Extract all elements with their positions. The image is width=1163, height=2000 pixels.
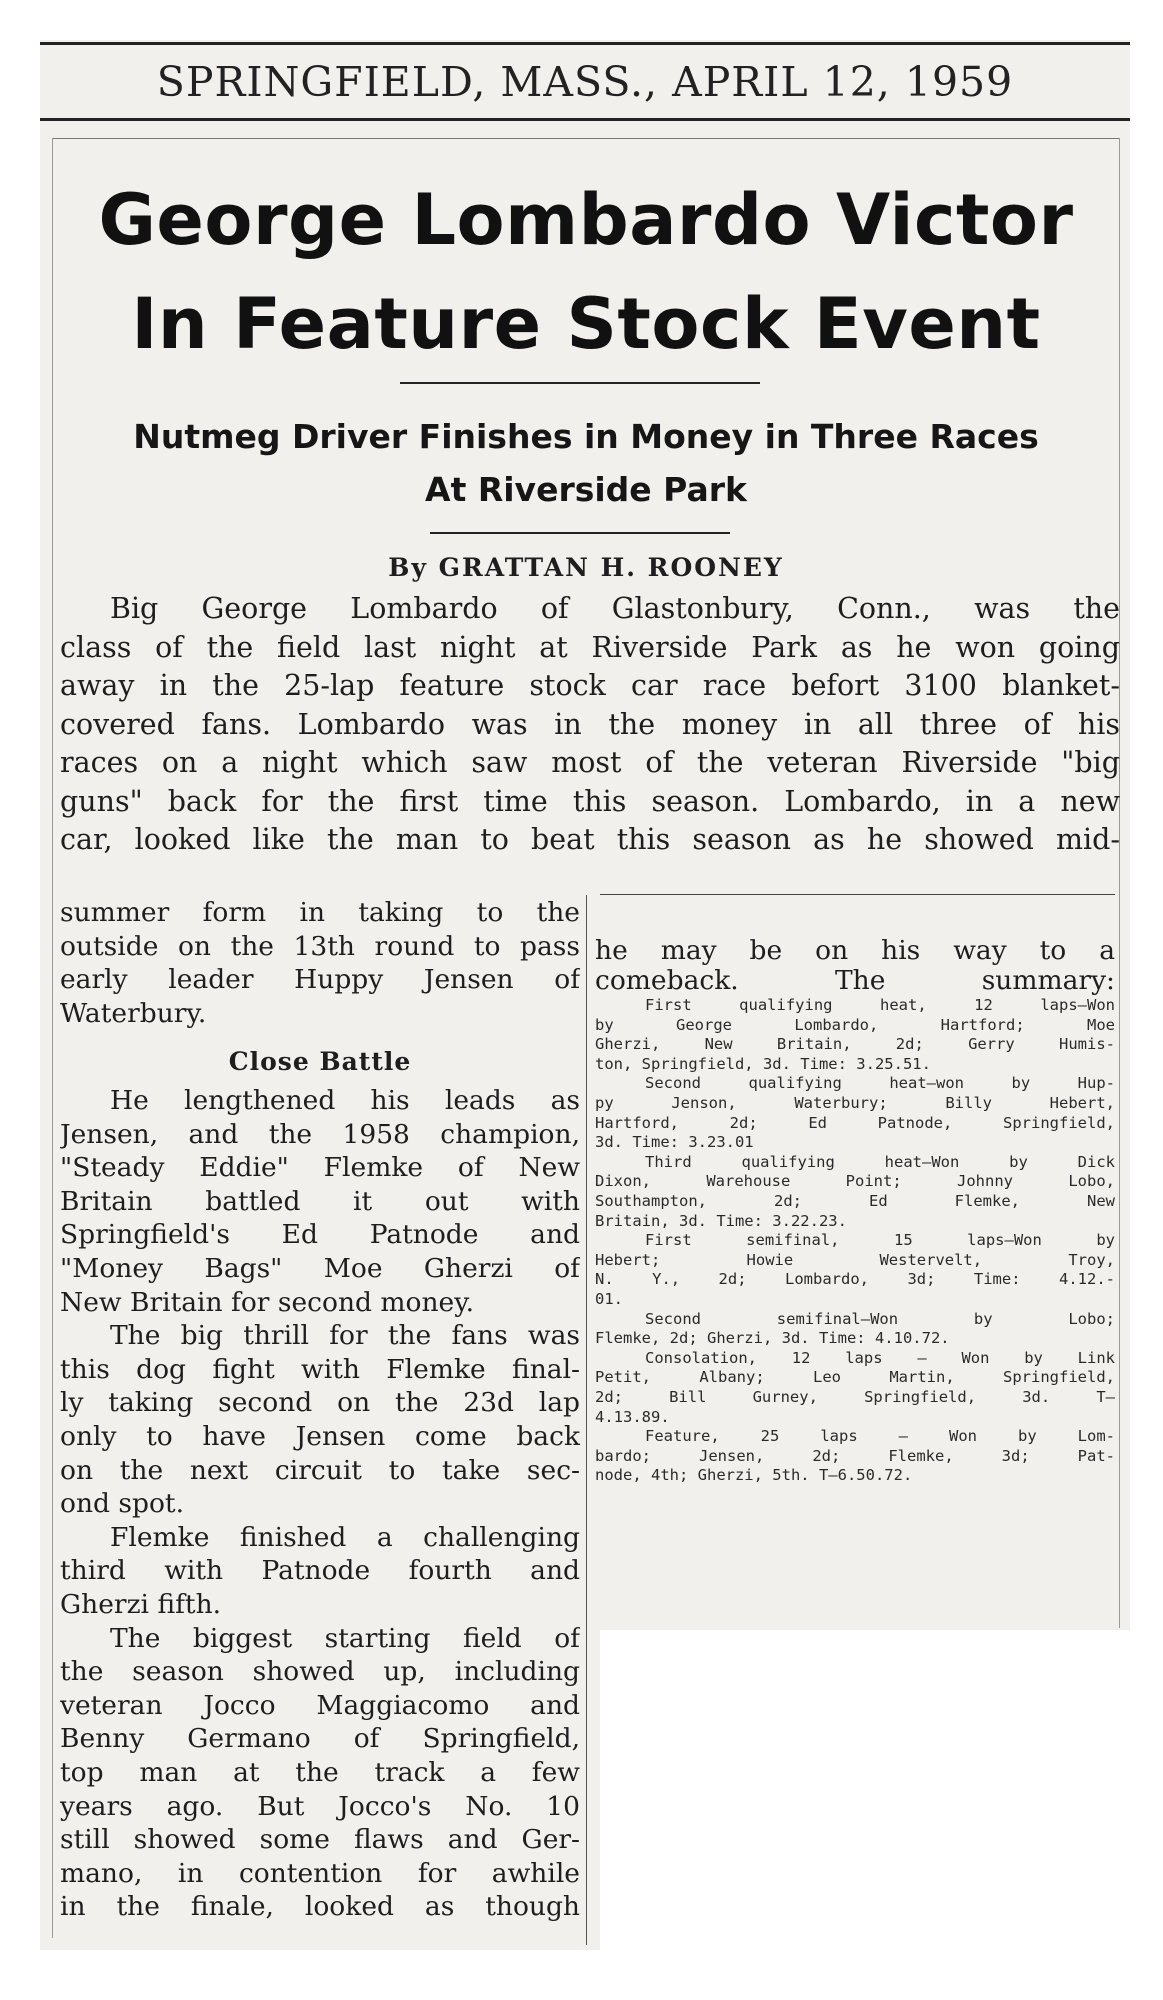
summary-line: 01. [595,1290,623,1308]
column-line: Benny Germano of Springfield, [60,1723,580,1755]
column-line: ond spot. [60,1488,184,1520]
subheadline-line-1: Nutmeg Driver Finishes in Money in Three Races [133,417,1039,456]
column-line: Springfield's Ed Patnode and [60,1219,580,1251]
summary-line: 2d; Bill Gurney, Springfield, 3d. T— [595,1388,1115,1406]
summary-line: Dixon, Warehouse Point; Johnny Lobo, [595,1172,1115,1191]
column-line: Waterbury. [60,997,207,1029]
subhead-divider [430,532,730,534]
summary-line: Hartford, 2d; Ed Patnode, Springfield, [595,1113,1115,1132]
dateline-rule [40,118,1130,121]
intro-line: Big George Lombardo of Glastonbury, Conn., was the [110,592,1120,625]
headline-line-2: In Feature Stock Event [131,283,1041,365]
column-line: The biggest starting field of [110,1622,580,1654]
column-line: top man at the track a few [60,1757,580,1788]
summary-line: Hebert; Howie Westervelt, Troy, [595,1250,1115,1269]
box-rule-top [52,138,1120,139]
summary-line: Flemke, 2d; Gherzi, 3d. Time: 4.10.72. [595,1329,950,1348]
column-line: ly taking second on the 23d lap [60,1387,580,1419]
column-line: only to have Jensen come back [60,1421,580,1452]
column-line: early leader Huppy Jensen of [60,964,580,995]
column-line: New Britain for second money. [60,1286,475,1318]
column-line: outside on the 13th round to pass [60,930,580,962]
summary-line: py Jenson, Waterbury; Billy Hebert, [595,1094,1115,1112]
byline: By GRATTAN H. ROONEY [388,553,784,582]
column-line: Flemke finished a challenging [110,1521,580,1553]
intro-line: covered fans. Lombardo was in the money in all three of his [60,707,1120,741]
subheadline-line-2: At Riverside Park [425,470,747,509]
box-rule-left [52,138,53,1938]
section-heading: Close Battle [228,1047,412,1076]
intro-line: class of the field last night at Riverside Park as he won going [60,630,1120,664]
column-divider [586,895,587,1945]
column-line: this dog fight with Flemke final- [60,1353,580,1385]
summary-line: Third qualifying heat—Won by Dick [645,1152,1115,1171]
right-column-top-rule [600,894,1115,895]
column-line: Gherzi fifth. [60,1589,222,1620]
column-line: Jensen, and the 1958 champion, [60,1118,580,1150]
summary-line: Southampton, 2d; Ed Flemke, New [595,1192,1115,1210]
column-line: comeback. The summary: [595,965,1115,996]
column-line: still showed some flaws and Ger- [60,1824,580,1856]
summary-line: Petit, Albany; Leo Martin, Springfield, [595,1368,1115,1387]
summary-line: Second qualifying heat—won by Hup- [645,1074,1115,1093]
column-line: on the next circuit to take sec- [60,1454,580,1486]
column-line: "Money Bags" Moe Gherzi of [60,1253,580,1284]
column-line: summer form in taking to the [60,897,580,928]
column-line: mano, in contention for awhile [60,1857,580,1889]
column-line: The big thrill for the fans was [110,1320,580,1352]
intro-line: guns" back for the first time this season. Lombardo, in a new [60,784,1120,818]
summary-line: Britain, 3d. Time: 3.22.23. [595,1211,847,1230]
column-line: Britain battled it out with [60,1185,580,1217]
summary-line: bardo; Jensen, 2d; Flemke, 3d; Pat- [595,1446,1115,1465]
summary-line: ton, Springfield, 3d. Time: 3.25.51. [595,1054,931,1073]
summary-line: 4.13.89. [595,1407,670,1426]
subheadline [52,410,1120,516]
summary-line: by George Lombardo, Hartford; Moe [595,1015,1115,1034]
summary-line: Consolation, 12 laps — Won by Link [645,1348,1115,1367]
top-rule [40,42,1130,45]
intro-line: car, looked like the man to beat this season as he showed mid- [60,823,1120,856]
column-line: years ago. But Jocco's No. 10 [60,1790,580,1822]
headline-divider [400,382,760,384]
intro-line: races on a night which saw most of the veteran Riverside "big [60,746,1120,779]
summary-line: Second semifinal—Won by Lobo; [645,1309,1115,1328]
summary-line: Feature, 25 laps — Won by Lom- [645,1427,1115,1446]
column-line: in the finale, looked as though [60,1891,580,1923]
headline [52,168,1120,376]
column-line: veteran Jocco Maggiacomo and [60,1689,580,1721]
column-line: he may be on his way to a [595,935,1115,966]
summary-line: N. Y., 2d; Lombardo, 3d; Time: 4.12.- [595,1270,1115,1289]
column-line: "Steady Eddie" Flemke of New [60,1152,580,1184]
headline-line-1: George Lombardo Victor [98,179,1074,261]
summary-line: 3d. Time: 3.23.01 [595,1133,754,1152]
summary-line: First qualifying heat, 12 laps—Won [645,996,1115,1014]
intro-line: away in the 25-lap feature stock car race befort 3100 blanket- [60,669,1120,702]
summary-line: Gherzi, New Britain, 2d; Gerry Humis- [595,1035,1115,1054]
column-line: the season showed up, including [60,1656,580,1688]
summary-line: First semifinal, 15 laps—Won by [645,1231,1115,1250]
dateline: SPRINGFIELD, MASS., APRIL 12, 1959 [156,58,1014,106]
column-line: third with Patnode fourth and [60,1555,580,1587]
column-line: He lengthened his leads as [110,1085,580,1116]
summary-line: node, 4th; Gherzi, 5th. T—6.50.72. [595,1466,913,1485]
